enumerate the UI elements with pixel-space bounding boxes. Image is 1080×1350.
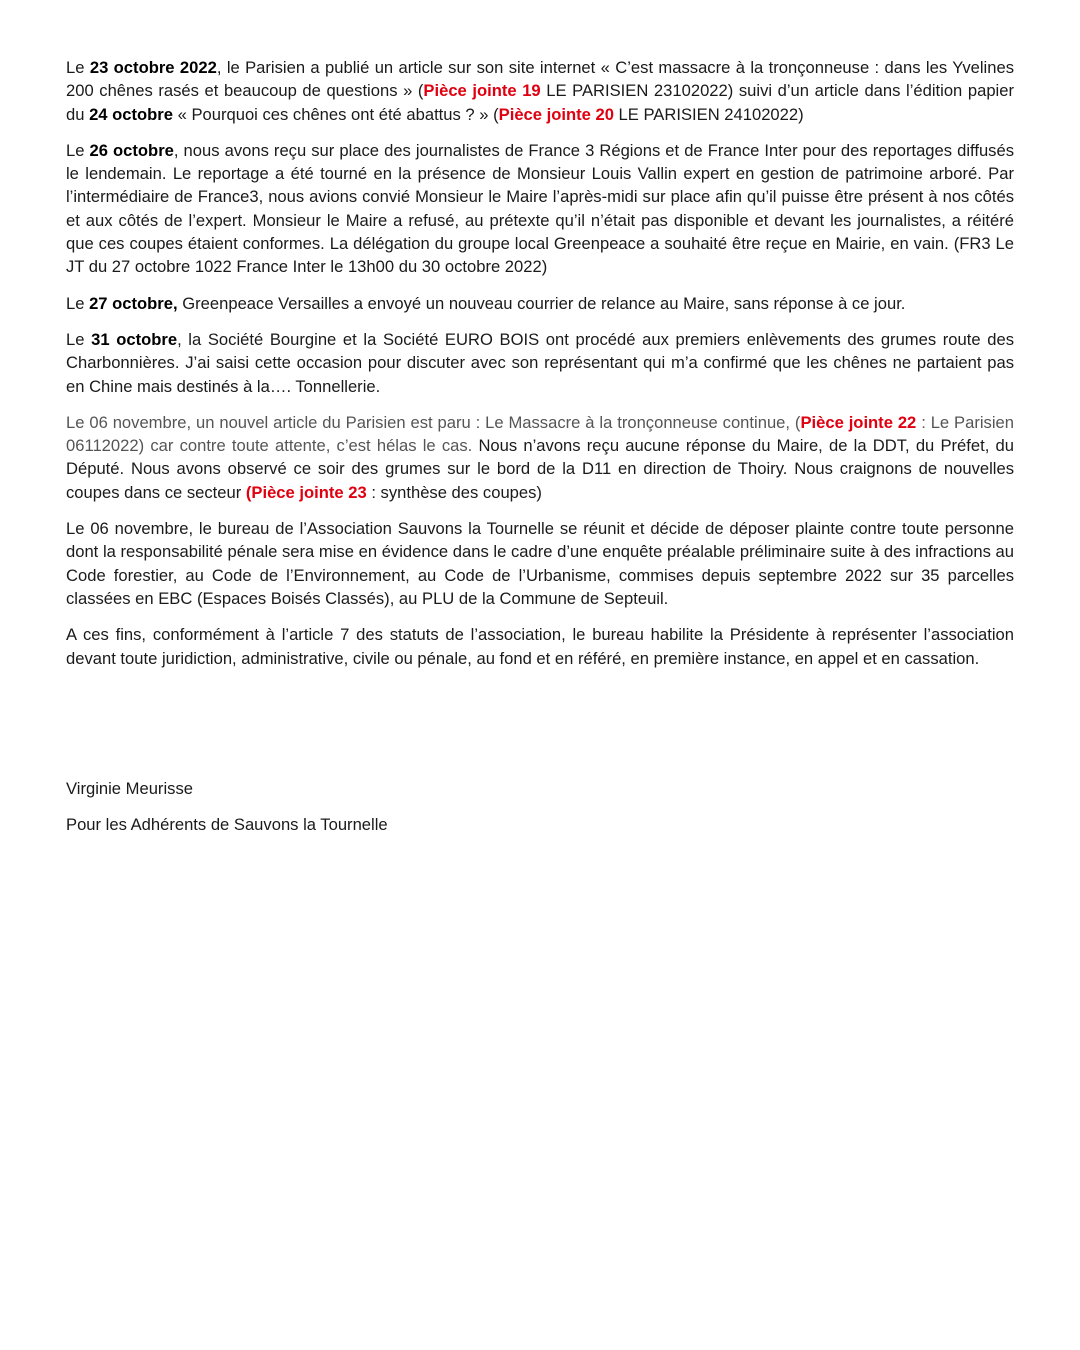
paragraph-31-octobre — [66, 328, 1014, 398]
paragraph-27-octobre — [66, 292, 1014, 315]
text: , le Parisien a publié un article sur son site internet « C’est massacre à la tronçonneuse : dans les Yvelines 200 chênes rasés et beaucoup de questions » ( — [66, 58, 1014, 101]
attachment-ref: Pièce jointe 22 — [800, 412, 917, 432]
text: Le — [66, 293, 90, 313]
attachment-ref: (Pièce jointe 23 — [245, 482, 367, 502]
text: Le 06 novembre, un nouvel article du Parisien est paru : Le Massacre à la tronçonneuse continue, ( — [66, 412, 801, 432]
document-body — [66, 56, 1014, 683]
text: Nous n’avons reçu aucune réponse du Maire, de la DDT, du Préfet, du Député. Nous avons observé ce soir des grumes sur le bord de la D11 en direction de Thoiry. Nous craignons de nouvelles coupes dans ce secteur — [66, 436, 1014, 502]
date-highlight: 26 octobre — [89, 140, 174, 160]
text: : Le Parisien 06112022) car contre toute attente, c’est hélas le cas. — [66, 412, 1014, 456]
text: Le — [66, 140, 90, 160]
text: LE PARISIEN 24102022) — [613, 104, 804, 124]
paragraph-26-octobre — [66, 139, 1014, 279]
date-highlight: 23 octobre 2022 — [89, 58, 217, 77]
text: LE PARISIEN 23102022) suivi d’un article dans l’édition papier du — [66, 81, 1014, 124]
paragraph-habilitation: A ces fins, conformément à l’article 7 des statuts de l’association, le bureau habilite la Présidente à représenter l’association devant toute juridiction, administrative, civile ou pénale, au fond et en référé, en première instance, en appel et en cassation. — [66, 625, 1014, 668]
text: , la Société Bourgine et la Société EURO BOIS ont procédé aux premiers enlèvements des grumes route des Charbonnières. J’ai saisi cette occasion pour discuter avec son représentant qui m’a confirmé que les chênes ne partaient pas en Chine mais destinés à la…. Tonnellerie. — [66, 329, 1014, 396]
paragraph-06-novembre-plainte: Le 06 novembre, le bureau de l’Association Sauvons la Tournelle se réunit et décide de déposer plainte contre toute personne dont la responsabilité pénale sera mise en évidence dans le cadre d’une enquête préalable préliminaire suite à des infractions au Code forestier, au Code de l’Environnement, au Code de l’Urbanisme, commises depuis septembre 2022 sur 35 parcelles classées en EBC (Espaces Boisés Classés), au PLU de la Commune de Septeuil. — [66, 519, 1014, 608]
signature-block — [66, 777, 388, 849]
text: Greenpeace Versailles a envoyé un nouveau courrier de relance au Maire, sans réponse à ce jour. — [177, 293, 906, 313]
paragraph-23-octobre — [66, 56, 1014, 126]
date-highlight: 31 octobre — [91, 329, 178, 349]
text: Le — [66, 329, 92, 349]
signature-line: Pour les Adhérents de Sauvons la Tournelle — [66, 815, 388, 834]
text: , nous avons reçu sur place des journalistes de France 3 Régions et de France Inter pour des reportages diffusés le lendemain. Le reportage a été tourné en la présence de Monsieur Louis Vallin expert en gestion de patrimoine arboré. Par l’intermédiaire de France3, nous avions convié Monsieur le Maire l’après-midi sur place afin qu’il puisse être présent à nos côtés et aux côtés de l’expert. Monsieur le Maire a refusé, au prétexte qu’il n’était pas disponible et devant les journalistes, a réitéré que ces coupes étaient conformes. La délégation du groupe local Greenpeace a souhaité être reçue en Mairie, en vain. (FR3 Le JT du 27 octobre 1022 France Inter le 13h00 du 30 octobre 2022) — [66, 140, 1014, 277]
text: Le — [66, 58, 90, 77]
date-highlight: 24 octobre — [89, 104, 173, 124]
text: : synthèse des coupes) — [366, 482, 542, 502]
date-highlight: 27 octobre, — [89, 293, 178, 313]
attachment-ref: Pièce jointe 20 — [498, 104, 614, 124]
text: « Pourquoi ces chênes ont été abattus ? » ( — [173, 104, 499, 124]
signature-name: Virginie Meurisse — [66, 779, 193, 798]
attachment-ref: Pièce jointe 19 — [423, 81, 541, 101]
paragraph-06-novembre-article — [66, 411, 1014, 504]
